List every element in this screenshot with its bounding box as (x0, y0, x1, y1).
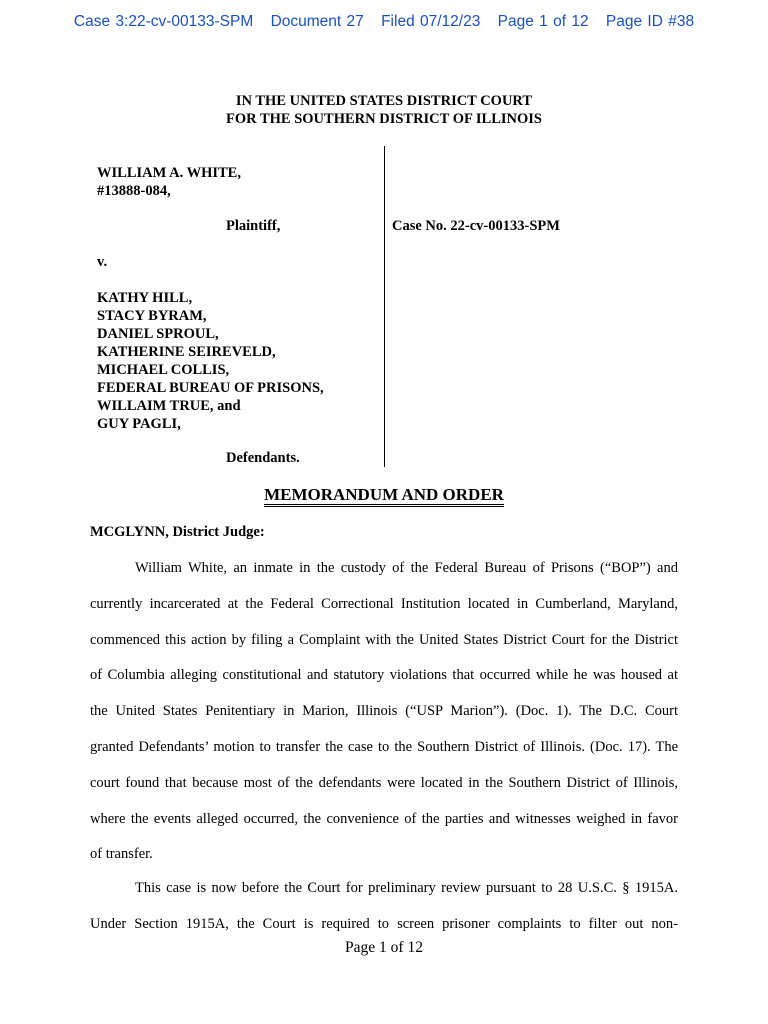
paragraph-line: granted Defendants’ motion to transfer the case to the Southern District of Illinois. (Doc. 17). The (90, 738, 678, 755)
paragraph-line: commenced this action by filing a Complaint with the United States District Court for the District (90, 631, 678, 648)
plaintiff-register-number: #13888-084, (97, 183, 171, 199)
versus-label: v. (97, 254, 108, 270)
paragraph-line: currently incarcerated at the Federal Correctional Institution located in Cumberland, Maryland, (90, 595, 678, 612)
paragraph-line: Under Section 1915A, the Court is required to screen prisoner complaints to filter out non- (90, 915, 678, 932)
defendant-name: KATHERINE SEIREVELD, (97, 344, 276, 360)
defendant-name: WILLAIM TRUE, and (97, 398, 241, 414)
paragraph-line: court found that because most of the defendants were located in the Southern District of Illinois, (90, 774, 678, 791)
ecf-header (0, 13, 768, 31)
paragraph-line: the United States Penitentiary in Marion, Illinois (“USP Marion”). (Doc. 1). The D.C. Court (90, 703, 678, 720)
case-number-label: Case No. 22-cv-00133-SPM (392, 218, 560, 234)
paragraph-line: of transfer. (90, 846, 153, 863)
defendants-role-label: Defendants. (226, 450, 300, 466)
header-case-number: Case 3:22-cv-00133-SPM (73, 13, 254, 30)
plaintiff-name-block (97, 164, 241, 200)
paragraph-line: where the events alleged occurred, the convenience of the parties and witnesses weighed in favor (90, 810, 678, 827)
paragraph-line: of Columbia alleging constitutional and statutory violations that occurred while he was housed at (90, 667, 678, 684)
document-title (0, 485, 768, 505)
defendant-name: FEDERAL BUREAU OF PRISONS, (97, 380, 324, 396)
header-page-id: Page ID #38 (605, 13, 695, 30)
header-document-number: Document 27 (270, 13, 364, 30)
page-footer: Page 1 of 12 (345, 939, 423, 956)
judge-line: MCGLYNN, District Judge: (90, 524, 265, 540)
defendant-name: DANIEL SPROUL, (97, 326, 219, 342)
defendant-name: STACY BYRAM, (97, 308, 207, 324)
defendants-list (97, 289, 324, 433)
plaintiff-role-label: Plaintiff, (226, 218, 281, 234)
defendant-name: MICHAEL COLLIS, (97, 362, 230, 378)
paragraph-line: William White, an inmate in the custody of the Federal Bureau of Prisons (“BOP”) and (135, 560, 678, 576)
defendant-name: KATHY HILL, (97, 290, 193, 306)
plaintiff-name: WILLIAM A. WHITE, (97, 165, 241, 181)
court-heading-line2: FOR THE SOUTHERN DISTRICT OF ILLINOIS (226, 111, 542, 127)
header-page-count: Page 1 of 12 (497, 13, 589, 30)
caption-divider (384, 146, 385, 467)
paragraph-2 (90, 871, 678, 943)
court-heading (0, 92, 768, 128)
document-title-text: MEMORANDUM AND ORDER (264, 485, 504, 507)
court-heading-line1: IN THE UNITED STATES DISTRICT COURT (235, 93, 533, 109)
defendant-name: GUY PAGLI, (97, 416, 181, 432)
paragraph-line: This case is now before the Court for preliminary review pursuant to 28 U.S.C. § 1915A. (135, 880, 678, 896)
header-filed-date: Filed 07/12/23 (381, 13, 481, 30)
paragraph-1 (90, 551, 678, 873)
